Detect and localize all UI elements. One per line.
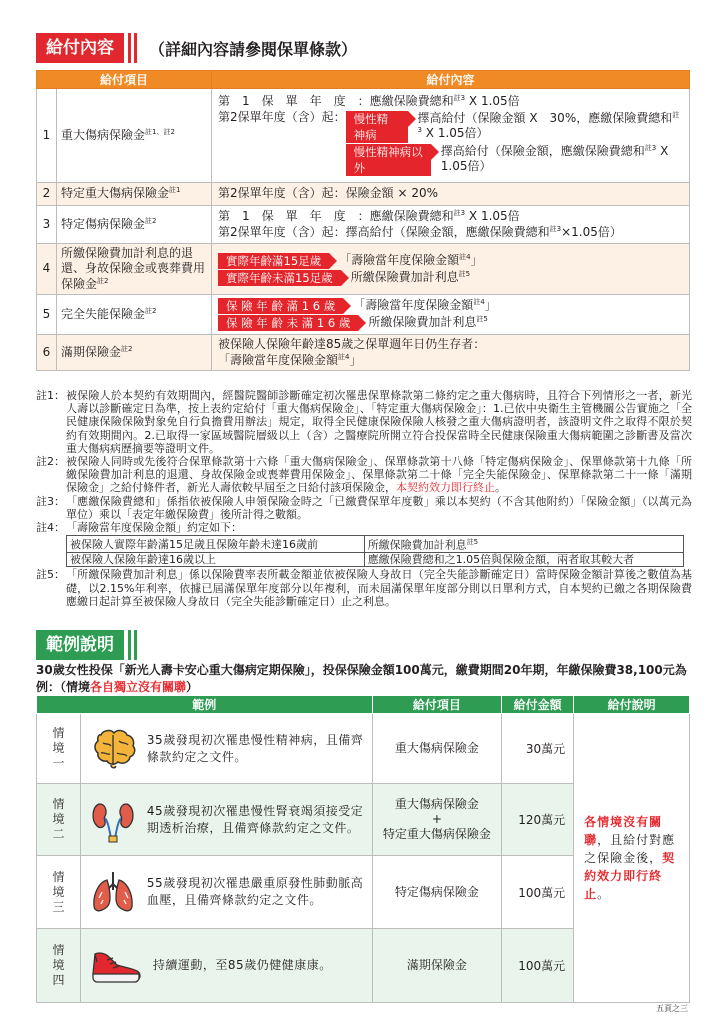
benefit-amount: 120萬元: [502, 784, 574, 856]
row-item: 完全失能保險金$^{註2}$: [57, 295, 212, 335]
table-row: [37, 244, 690, 295]
example-intro: 30歲女性投保「新光人壽卡安心重大傷病定期保險」，投保保險金額100萬元，繳費期間20年期，年繳保險費38,100元為例：（情境各自獨立沒有關聯）: [36, 663, 687, 694]
examples-table: [36, 695, 690, 1003]
row-item: 所繳保險費加計利息的退還、身故保險金或喪葬費用保險金$^{註2}$: [57, 244, 212, 295]
row-item: 特定傷病保險金$^{註2}$: [57, 206, 212, 244]
header-item: 給付項目: [372, 696, 502, 714]
row-desc: 保 險 年 齡 滿 1 6 歲 「壽險當年度保險金額$^{註4}$」 保 險 年 齡 未 滿 1 6 歲 所繳保險費加計利息$^{註5}$: [212, 295, 690, 335]
table-row: [37, 89, 690, 183]
case-text: 45歲發現初次罹患慢性腎衰竭須接受定期透析治療，且備齊條款約定之文件。: [80, 784, 372, 856]
benefit-item: 重大傷病保險金: [372, 714, 502, 784]
case-label: [37, 929, 81, 1003]
benefit-item: 滿期保險金: [372, 929, 502, 1003]
label-age: 實際年齡滿15足歲: [218, 253, 329, 269]
footnotes: [36, 389, 692, 608]
case-label-text: 情 境 二: [52, 797, 65, 841]
page-number: 五頁之三: [656, 1004, 688, 1013]
section-subtitle: （詳細內容請參閱保單條款）: [149, 39, 358, 59]
table-row: 被保險人保險年齡達16歲以上 應繳保險費總和之1.05倍與保險金額，兩者取其較大者: [67, 553, 684, 567]
benefit-amount: 100萬元: [502, 856, 574, 929]
note-5: 註5： 「所繳保險費加計利息」係以保險費率表所載金額並依被保險人身故日（完全失能診斷確定日）當時保險金額計算後之數值為基礎，以2.15%年利率，依據已屆滿保單年度部分以年複利，而未屆滿保單年度部分則以日單利方式，自本契約已繳之各期保險費應繳日起計算至被保險人身故日（完全失能診斷確定日）止之利息。: [36, 568, 692, 608]
table-row: 被保險人實際年齡滿15足歲且保險年齡未達16歲前 所繳保險費加計利息$^{註5}$: [67, 536, 684, 553]
benefit-item: 特定傷病保險金: [372, 856, 502, 929]
benefit-amount: 30萬元: [502, 714, 574, 784]
label-age: 實際年齡未滿15足歲: [218, 270, 341, 286]
header-amount: 給付金額: [502, 696, 574, 714]
label-non-chronic: 慢性精神病以外: [346, 144, 431, 176]
row-desc: 第2保單年度（含）起：保險金額 × 20%: [212, 183, 690, 206]
table-row: [37, 335, 690, 371]
case-label-text: 情 境 四: [52, 943, 65, 987]
header-bars: [128, 33, 137, 63]
section-tag: 給付內容: [36, 33, 124, 63]
case-text: 持續運動，至85歲仍健健康康。: [80, 929, 372, 1003]
case-label-text: 情 境 一: [52, 726, 65, 770]
case-label-text: 情 境 三: [52, 869, 65, 914]
header-explanation: 給付說明: [574, 696, 690, 714]
label-age: 保 險 年 齡 滿 1 6 歲: [218, 298, 343, 314]
benefit-item: [372, 784, 502, 856]
case-label: [37, 784, 81, 856]
row-item: 重大傷病保險金$^{註1、註2}$: [57, 89, 212, 183]
explanation: 各情境沒有關聯，且給付對應之保險金後，契約效力即行終止。: [574, 714, 690, 1003]
brain-icon: [89, 727, 137, 771]
benefits-table: [36, 70, 690, 371]
label-chronic: 慢性精神病: [346, 111, 408, 143]
note4-table: [66, 535, 684, 567]
table-row: [37, 183, 690, 206]
note-2: 註2： 被保險人同時或先後符合保單條款第十六條「重大傷病保險金」、保單條款第十八條「特定傷病保險金」、保單條款第十九條「所繳保險費加計利息的退還、身故保險金或喪葬費用保險金」、保單條款第二十條「完全失能保險金」、保單條款第二十一條「滿期保險金」之給付條件者，新光人壽依較早屆至之日給付該項保險金，本契約效力即行終止。: [36, 455, 692, 495]
case-label: [37, 714, 81, 784]
header-item: 給付項目: [37, 71, 212, 89]
note-4: 註4： 「壽險當年度保險金額」約定如下：: [36, 521, 242, 535]
note-3: 註3： 「應繳保險費總和」係指依被保險人申領保險金時之「已繳費保單年度數」乘以本契約（不含其他附約）「保險金額」（以萬元為單位）乘以「表定年繳保險費」後所計得之數額。: [36, 494, 692, 521]
row-desc: 被保險人保險年齡達85歲之保單週年日仍生存者： 「壽險當年度保險金額$^{註4}$」: [212, 335, 690, 371]
row-no: 1: [37, 89, 57, 183]
header-example: 範例: [37, 696, 373, 714]
case-label: [37, 856, 81, 929]
label-age: 保 險 年 齡 未 滿 1 6 歲: [218, 315, 358, 331]
row-no: 4: [37, 244, 57, 295]
row-desc: 實際年齡滿15足歲 「壽險當年度保險金額$^{註4}$」 實際年齡未滿15足歲 所繳保險費加計利息$^{註5}$: [212, 244, 690, 295]
lungs-icon: [89, 868, 137, 916]
row-no: 2: [37, 183, 57, 206]
table-row: [37, 206, 690, 244]
benefit-amount: 100萬元: [502, 929, 574, 1003]
header-content: 給付內容: [212, 71, 690, 89]
case-text: 35歲發現初次罹患慢性精神病，且備齊條款約定之文件。: [80, 714, 372, 784]
sneaker-icon: [89, 944, 143, 988]
row-no: 3: [37, 206, 57, 244]
table-row: [37, 295, 690, 335]
section-header-benefits: [36, 33, 357, 63]
section-tag: 範例說明: [36, 630, 124, 660]
table-row: [37, 714, 690, 784]
section-header-examples: [36, 630, 137, 660]
benefit-item-text: 重大傷病保險金 + 特定重大傷病保險金: [382, 797, 491, 841]
kidney-icon: [89, 796, 137, 844]
row-no: 5: [37, 295, 57, 335]
header-bars: [128, 630, 137, 660]
case-text: 55歲發現初次罹患嚴重原發性肺動脈高血壓，且備齊條款約定之文件。: [80, 856, 372, 929]
row-item: 特定重大傷病保險金$^{註1}$: [57, 183, 212, 206]
note-1: 註1： 被保險人於本契約有效期間內，經醫院醫師診斷確定初次罹患保單條款第二條約定之重大傷病時，且符合下列情形之一者，新光人壽以診斷確定日為準，按上表約定給付「重大傷病保險金」、「特定重大傷病保險金」：1.已依中央衛生主管機關公告實施之「全民健康保險保險對象免自行負擔費用辦法」規定，取得全民健康保險保險人核發之重大傷病證明者，該證明文件之取得不限於契約有效期間內。2.已取得一家區域醫院層級以上（含）之醫療院所開立符合投保當時全民健康保險重大傷病範圍之診斷書及當次重大傷病病歷摘要等證明文件。: [36, 389, 692, 455]
row-no: 6: [37, 335, 57, 371]
row-desc: 第 1 保 單 年 度 ：應繳保險費總和$^{註3}$ X 1.05倍 第2保單年度（含）起： 慢性精神病 擇高給付（保險金額 X 30%，應繳保險費總和$^{註3}$ X 1.05倍） 慢性精神病以外 擇高給付（保險金額，應繳保險費總和$^{註3}$ X 1.05倍）: [212, 89, 690, 183]
row-desc: 第 1 保 單 年 度 ：應繳保險費總和$^{註3}$ X 1.05倍 第2保單年度（含）起：擇高給付（保險金額，應繳保險費總和$^{註3}$×1.05倍）: [212, 206, 690, 244]
row-item: 滿期保險金$^{註2}$: [57, 335, 212, 371]
